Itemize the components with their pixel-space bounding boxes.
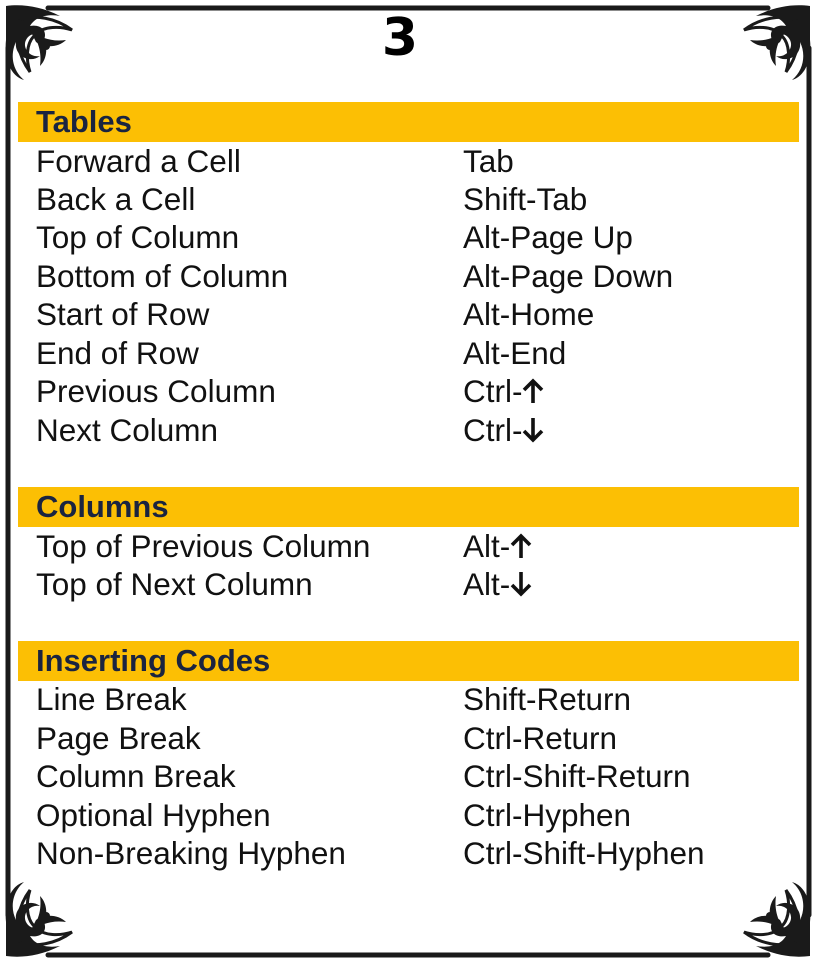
key-combo: Ctrl-Hyphen bbox=[463, 797, 632, 833]
shortcut-row bbox=[36, 565, 796, 604]
action-label: Top of Column bbox=[36, 219, 240, 255]
shortcut-row bbox=[36, 218, 796, 257]
key-combo: Alt- bbox=[463, 565, 532, 604]
shortcut-row bbox=[36, 834, 796, 873]
shortcut-row bbox=[36, 142, 796, 181]
action-label: Line Break bbox=[36, 681, 187, 717]
shortcut-row bbox=[36, 411, 796, 450]
shortcut-row bbox=[36, 334, 796, 373]
action-label: Optional Hyphen bbox=[36, 797, 271, 833]
shortcut-row bbox=[36, 257, 796, 296]
down-arrow-icon bbox=[522, 416, 544, 444]
shortcut-row bbox=[36, 295, 796, 334]
section-title: Columns bbox=[36, 489, 169, 524]
action-label: Bottom of Column bbox=[36, 258, 289, 294]
section-header-columns bbox=[18, 487, 799, 527]
key-combo: Ctrl- bbox=[463, 372, 544, 411]
action-label: End of Row bbox=[36, 335, 199, 371]
key-combo: Shift-Tab bbox=[463, 181, 588, 217]
key-combo: Alt-Page Down bbox=[463, 258, 674, 294]
action-label: Next Column bbox=[36, 412, 219, 448]
action-label: Forward a Cell bbox=[36, 143, 241, 179]
shortcut-row bbox=[36, 680, 796, 719]
section-title: Inserting Codes bbox=[36, 643, 271, 678]
shortcut-row bbox=[36, 372, 796, 411]
key-combo: Ctrl-Return bbox=[463, 720, 618, 756]
shortcut-row bbox=[36, 796, 796, 835]
key-combo: Alt- bbox=[463, 527, 532, 566]
shortcut-row bbox=[36, 180, 796, 219]
action-label: Non-Breaking Hyphen bbox=[36, 835, 346, 871]
key-combo: Ctrl-Shift-Return bbox=[463, 758, 691, 794]
down-arrow-icon bbox=[510, 570, 532, 598]
page-number: 3 bbox=[381, 8, 419, 68]
key-combo: Alt-End bbox=[463, 335, 567, 371]
up-arrow-icon bbox=[510, 532, 532, 560]
action-label: Back a Cell bbox=[36, 181, 196, 217]
section-title: Tables bbox=[36, 104, 132, 139]
key-combo: Tab bbox=[463, 143, 514, 179]
shortcut-row bbox=[36, 757, 796, 796]
shortcut-row bbox=[36, 719, 796, 758]
corner-ornament-bottom-right bbox=[744, 882, 810, 957]
section-header-tables bbox=[18, 102, 799, 142]
key-combo: Ctrl-Shift-Hyphen bbox=[463, 835, 705, 871]
action-label: Page Break bbox=[36, 720, 201, 756]
action-label: Column Break bbox=[36, 758, 236, 794]
key-combo: Shift-Return bbox=[463, 681, 632, 717]
key-combo: Ctrl- bbox=[463, 411, 544, 450]
key-combo: Alt-Page Up bbox=[463, 219, 633, 255]
corner-ornament-bottom-left bbox=[6, 882, 72, 957]
action-label: Start of Row bbox=[36, 296, 210, 332]
up-arrow-icon bbox=[522, 377, 544, 405]
key-combo: Alt-Home bbox=[463, 296, 595, 332]
action-label: Previous Column bbox=[36, 373, 276, 409]
shortcut-row bbox=[36, 527, 796, 566]
section-header-inserting-codes bbox=[18, 641, 799, 681]
action-label: Top of Next Column bbox=[36, 566, 313, 602]
action-label: Top of Previous Column bbox=[36, 528, 371, 564]
